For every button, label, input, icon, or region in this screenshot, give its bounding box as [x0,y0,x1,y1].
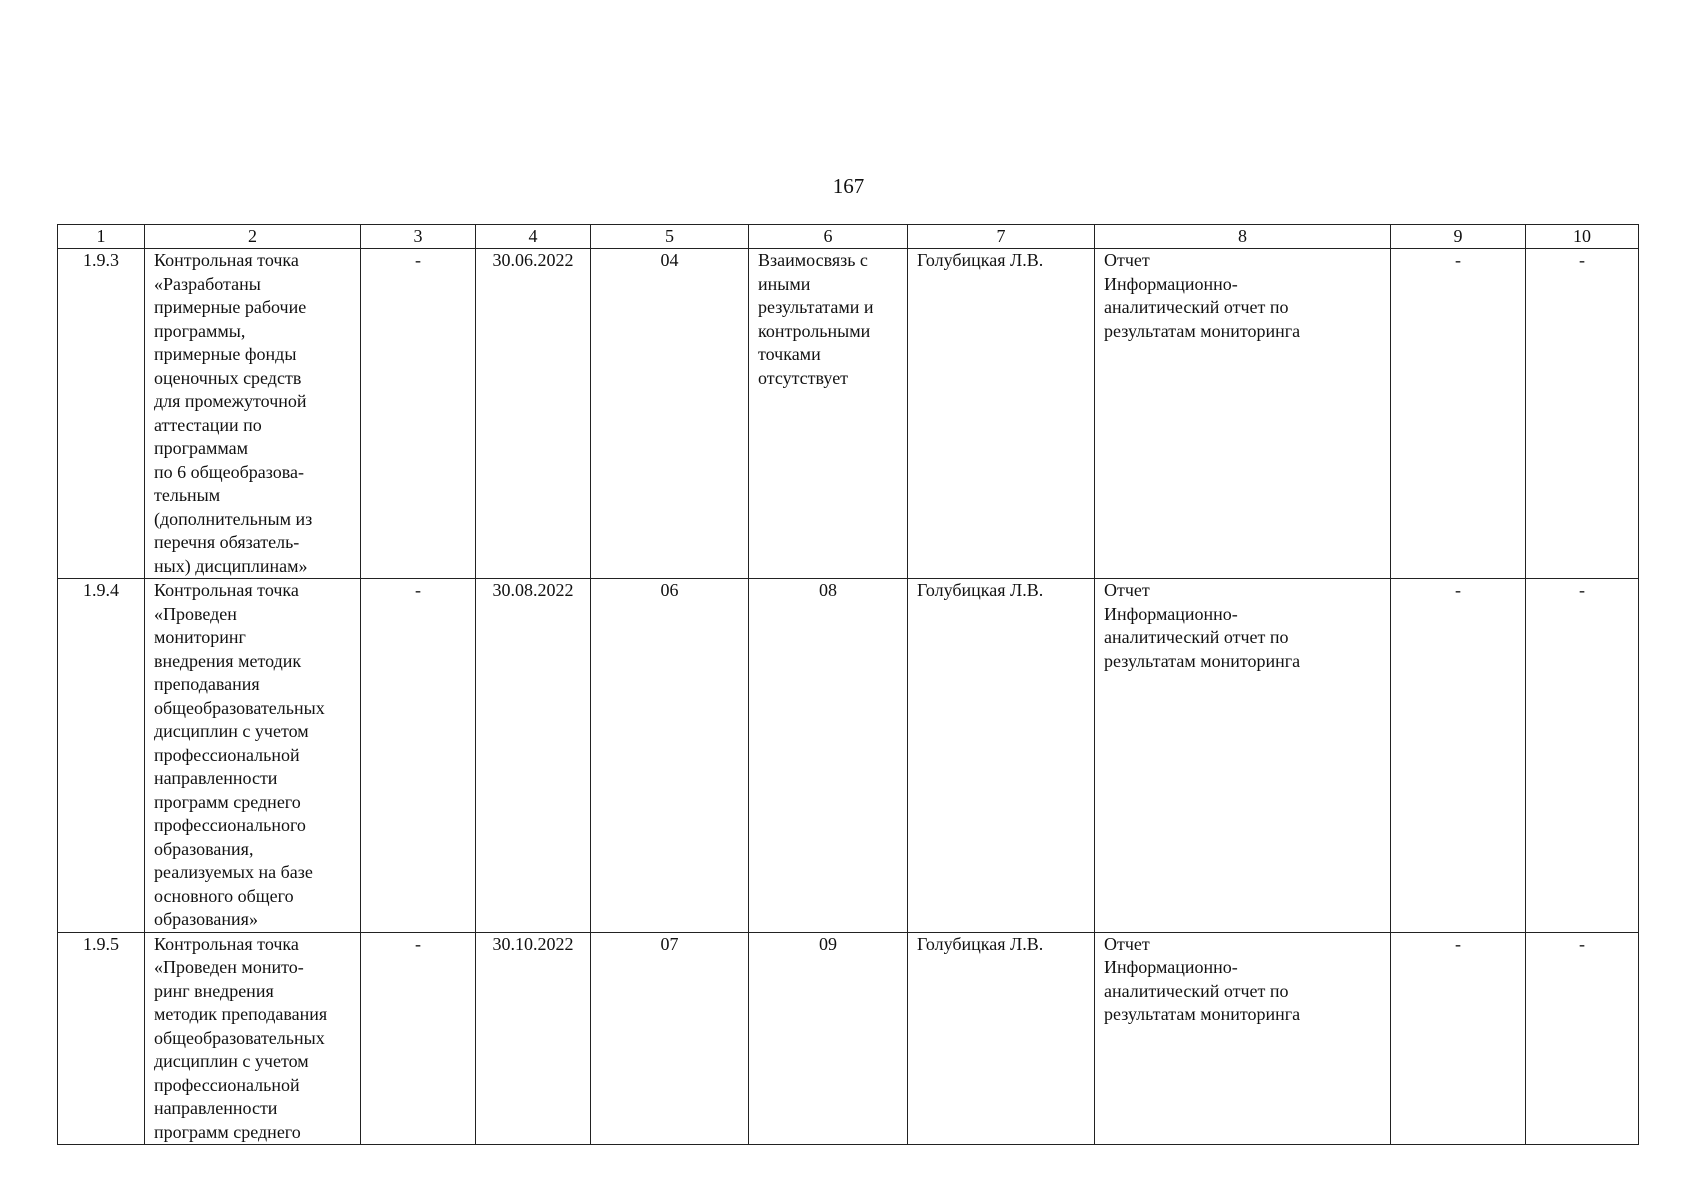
date-cell: 30.10.2022 [476,932,591,1145]
responsible-cell: Голубицкая Л.В. [908,249,1095,579]
table-row [58,932,1639,1145]
table-row [58,579,1639,933]
item-number-cell: 1.9.4 [58,579,145,933]
document-table [57,224,1639,1145]
col9-cell: - [1391,249,1526,579]
col5-cell: 07 [591,932,749,1145]
item-number-cell: 1.9.5 [58,932,145,1145]
table-header-row [58,225,1639,249]
col10-cell: - [1526,249,1639,579]
col10-cell: - [1526,579,1639,933]
col5-cell: 06 [591,579,749,933]
header-cell: 2 [145,225,361,249]
col5-cell: 04 [591,249,749,579]
col3-cell: - [361,932,476,1145]
document-cell: Отчет Информационно- аналитический отчет по результатам мониторинга [1095,249,1391,579]
header-cell: 4 [476,225,591,249]
header-cell: 10 [1526,225,1639,249]
date-cell: 30.06.2022 [476,249,591,579]
col3-cell: - [361,579,476,933]
date-cell: 30.08.2022 [476,579,591,933]
document-cell: Отчет Информационно- аналитический отчет по результатам мониторинга [1095,579,1391,933]
responsible-cell: Голубицкая Л.В. [908,579,1095,933]
header-cell: 7 [908,225,1095,249]
col6-cell: 08 [749,579,908,933]
document-cell: Отчет Информационно- аналитический отчет по результатам мониторинга [1095,932,1391,1145]
item-name-cell: Контрольная точка «Разработаны примерные рабочие программы, примерные фонды оценочных средств для промежуточной аттестации по программам по 6 общеобразова- тельным (дополнительным из перечня обязатель- ных) дисциплинам» [145,249,361,579]
item-name-cell: Контрольная точка «Проведен монито- ринг внедрения методик преподавания общеобразовательных дисциплин с учетом профессиональной направленности программ среднего [145,932,361,1145]
col10-cell: - [1526,932,1639,1145]
col9-cell: - [1391,932,1526,1145]
header-cell: 3 [361,225,476,249]
col9-cell: - [1391,579,1526,933]
item-name-cell: Контрольная точка «Проведен мониторинг внедрения методик преподавания общеобразовательных дисциплин с учетом профессиональной направленности программ среднего профессионального образования, реализуемых на базе основного общего образования» [145,579,361,933]
responsible-cell: Голубицкая Л.В. [908,932,1095,1145]
header-cell: 5 [591,225,749,249]
header-cell: 8 [1095,225,1391,249]
col6-cell: 09 [749,932,908,1145]
header-cell: 1 [58,225,145,249]
header-cell: 6 [749,225,908,249]
page-number: 167 [832,174,865,198]
col3-cell: - [361,249,476,579]
header-cell: 9 [1391,225,1526,249]
item-number-cell: 1.9.3 [58,249,145,579]
col6-cell: Взаимосвязь с иными результатами и контрольными точками отсутствует [749,249,908,579]
table-row [58,249,1639,579]
